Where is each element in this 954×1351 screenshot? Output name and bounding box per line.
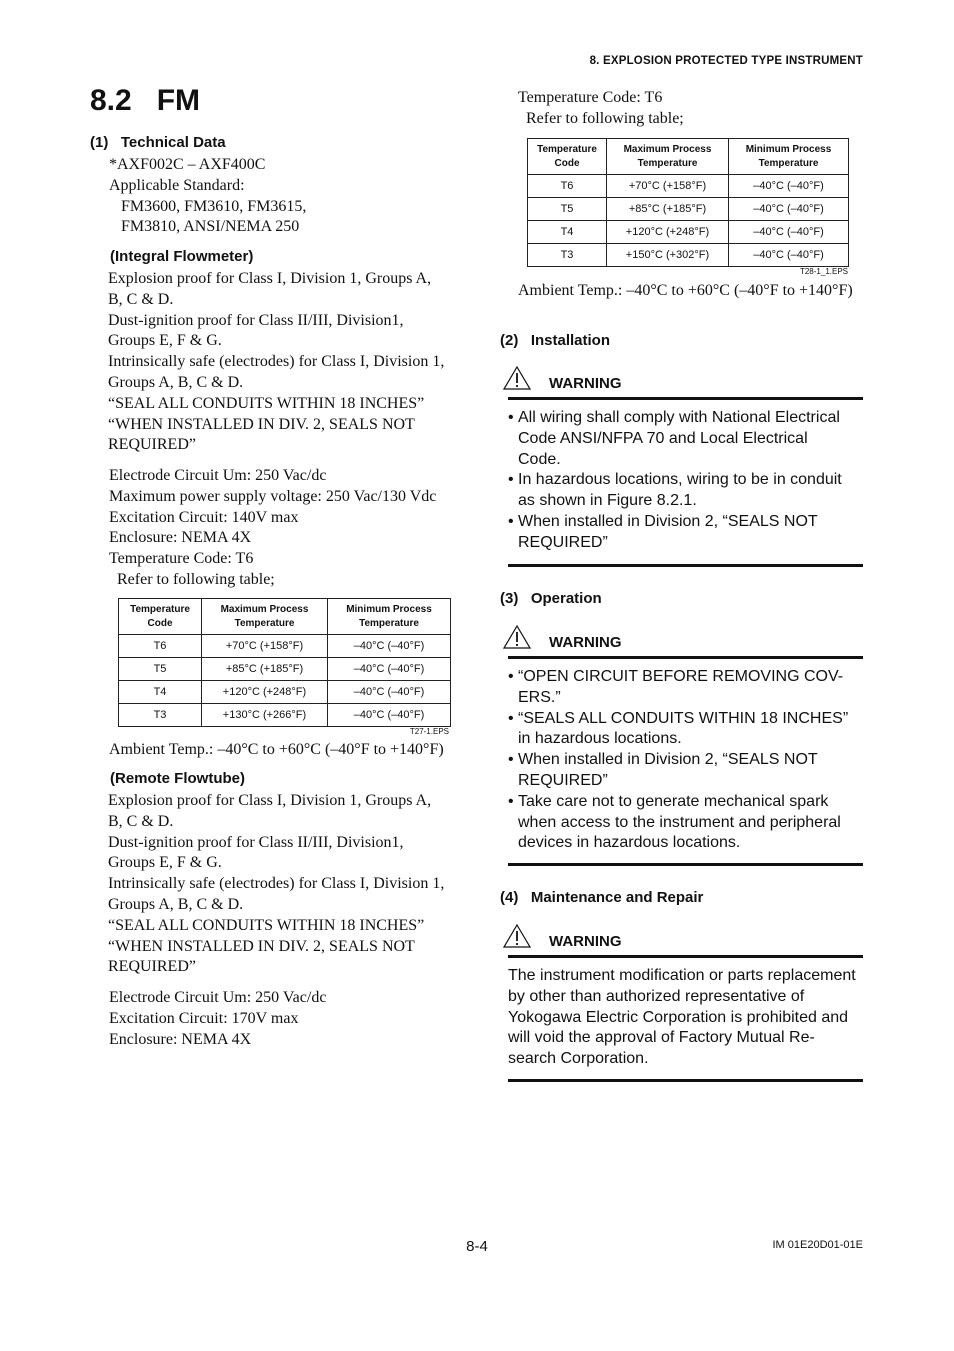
table-cell: +85°C (+185°F) <box>202 658 328 681</box>
text-line: Explosion proof for Class I, Division 1, Groups A, <box>108 792 432 809</box>
table-header: Maximum Process Temperature <box>202 599 328 635</box>
warning-triangle-icon <box>503 366 531 390</box>
text-line: “OPEN CIRCUIT BEFORE REMOVING COV- <box>518 668 844 685</box>
table-cell: –40°C (–40°F) <box>328 635 451 658</box>
table-cell: –40°C (–40°F) <box>729 198 849 221</box>
installation-heading: (2) Installation <box>500 332 611 349</box>
table-cell: +85°C (+185°F) <box>607 198 729 221</box>
text-line: Yokogawa Electric Corporation is prohibited and <box>508 1008 849 1026</box>
integral-flowmeter-specs <box>109 466 436 591</box>
text-line: Dust-ignition proof for Class II/III, Division1, <box>108 833 404 851</box>
text-line: Intrinsically safe (electrodes) for Class I, Division 1, <box>108 353 445 371</box>
table-row <box>119 635 451 658</box>
table-cell: T6 <box>528 175 607 198</box>
warning-rule-top <box>508 397 863 400</box>
section-title: 8.2 FM <box>90 84 201 117</box>
text-line: ERS.” <box>518 688 561 706</box>
text-line: Code ANSI/NFPA 70 and Local Electrical <box>518 429 808 447</box>
text-line: FM3600, FM3610, FM3615, <box>109 197 307 215</box>
list-item: • “SEALS ALL CONDUITS WITHIN 18 INCHES” in hazardous locations. <box>508 709 863 751</box>
remote-temperature-code <box>518 88 684 130</box>
table-cell: T5 <box>119 658 202 681</box>
warning-triangle-icon <box>503 625 531 649</box>
running-header: 8. EXPLOSION PROTECTED TYPE INSTRUMENT <box>589 55 863 67</box>
remote-temperature-table <box>527 138 849 267</box>
text-line: When installed in Division 2, “SEALS NOT <box>518 751 818 769</box>
maintenance-warning-title: WARNING <box>549 933 622 950</box>
text-line: Enclosure: NEMA 4X <box>109 529 252 547</box>
maintenance-warning-text <box>508 966 868 1070</box>
text-line: Temperature Code: T6 <box>518 89 663 106</box>
text-line: The instrument modification or parts replacement <box>508 967 856 984</box>
table-cell: –40°C (–40°F) <box>328 658 451 681</box>
text-line: Enclosure: NEMA 4X <box>109 1030 252 1048</box>
integral-flowmeter-text <box>108 269 444 456</box>
table-cell: T6 <box>119 635 202 658</box>
table-row <box>119 658 451 681</box>
remote-flowtube-text <box>108 791 444 978</box>
text-line: Temperature Code: T6 <box>109 550 254 568</box>
warning-rule-bottom <box>508 564 863 567</box>
table-header: Temperature Code <box>528 139 607 175</box>
table-cell: T4 <box>528 221 607 244</box>
text-line: “WHEN INSTALLED IN DIV. 2, SEALS NOT <box>108 415 415 433</box>
table-eps-label: T27-1.EPS <box>409 727 449 736</box>
table-header: Maximum Process Temperature <box>607 139 729 175</box>
text-line: “SEALS ALL CONDUITS WITHIN 18 INCHES” <box>518 709 849 727</box>
text-line: devices in hazardous locations. <box>518 834 741 852</box>
installation-warning-list <box>508 408 863 554</box>
text-line: Refer to following table; <box>109 570 275 588</box>
text-line: as shown in Figure 8.2.1. <box>518 492 697 510</box>
text-line: Groups A, B, C & D. <box>108 895 244 913</box>
table-row <box>119 681 451 704</box>
list-item: • When installed in Division 2, “SEALS NOT REQUIRED” <box>508 512 863 554</box>
table-cell: –40°C (–40°F) <box>328 704 451 727</box>
document-number: IM 01E20D01-01E <box>772 1239 863 1251</box>
table-cell: –40°C (–40°F) <box>729 221 849 244</box>
operation-warning-title: WARNING <box>549 634 622 651</box>
table-row <box>528 244 849 267</box>
maintenance-heading: (4) Maintenance and Repair <box>500 889 704 906</box>
text-line: Electrode Circuit Um: 250 Vac/dc <box>109 467 327 484</box>
table-cell: T5 <box>528 198 607 221</box>
text-line: Excitation Circuit: 170V max <box>109 1009 299 1027</box>
integral-ambient-temp: Ambient Temp.: –40°C to +60°C (–40°F to +140°F) <box>109 741 444 758</box>
text-line: REQUIRED” <box>108 958 196 976</box>
text-line: Take care not to generate mechanical spark <box>518 792 829 810</box>
text-line: Intrinsically safe (electrodes) for Class I, Division 1, <box>108 875 445 893</box>
table-row <box>528 198 849 221</box>
table-cell: T4 <box>119 681 202 704</box>
table-cell: +70°C (+158°F) <box>202 635 328 658</box>
technical-data-heading: (1) Technical Data <box>90 134 226 151</box>
text-line: Groups A, B, C & D. <box>108 373 244 391</box>
text-line: Dust-ignition proof for Class II/III, Division1, <box>108 311 404 329</box>
list-item: • “OPEN CIRCUIT BEFORE REMOVING COV- ERS.” <box>508 667 863 709</box>
text-line: B, C & D. <box>108 290 174 308</box>
warning-rule-bottom <box>508 1079 863 1082</box>
text-line: Excitation Circuit: 140V max <box>109 508 299 526</box>
list-item: • Take care not to generate mechanical spark when access to the instrument and peripheral devices in hazardous locations. <box>508 792 863 854</box>
text-line: REQUIRED” <box>108 436 196 454</box>
text-line: Groups E, F & G. <box>108 332 222 350</box>
table-header: Temperature Code <box>119 599 202 635</box>
text-line: *AXF002C – AXF400C <box>109 156 266 173</box>
operation-warning-list <box>508 667 863 854</box>
table-cell: –40°C (–40°F) <box>729 175 849 198</box>
warning-rule-top <box>508 955 863 958</box>
installation-warning-title: WARNING <box>549 375 622 392</box>
table-cell: +120°C (+248°F) <box>202 681 328 704</box>
table-header: Minimum Process Temperature <box>729 139 849 175</box>
integral-flowmeter-heading: (Integral Flowmeter) <box>110 248 254 265</box>
table-cell: +130°C (+266°F) <box>202 704 328 727</box>
list-item: • When installed in Division 2, “SEALS NOT REQUIRED” <box>508 750 863 792</box>
warning-rule-bottom <box>508 863 863 866</box>
technical-data-text <box>109 155 306 238</box>
text-line: In hazardous locations, wiring to be in conduit <box>518 471 842 489</box>
text-line: FM3810, ANSI/NEMA 250 <box>109 218 300 236</box>
text-line: when access to the instrument and peripheral <box>518 813 841 831</box>
table-cell: T3 <box>528 244 607 267</box>
table-row <box>119 704 451 727</box>
table-eps-label: T28-1_1.EPS <box>799 267 848 276</box>
table-cell: +150°C (+302°F) <box>607 244 729 267</box>
text-line: REQUIRED” <box>518 771 608 789</box>
table-cell: +70°C (+158°F) <box>607 175 729 198</box>
table-row <box>528 175 849 198</box>
text-line: “SEAL ALL CONDUITS WITHIN 18 INCHES” <box>108 916 425 934</box>
warning-rule-top <box>508 656 863 659</box>
text-line: in hazardous locations. <box>518 730 682 748</box>
remote-ambient-temp: Ambient Temp.: –40°C to +60°C (–40°F to +140°F) <box>518 282 853 299</box>
text-line: Code. <box>518 450 561 468</box>
remote-flowtube-heading: (Remote Flowtube) <box>110 770 245 787</box>
table-cell: –40°C (–40°F) <box>729 244 849 267</box>
warning-triangle-icon <box>503 924 531 948</box>
table-cell: –40°C (–40°F) <box>328 681 451 704</box>
text-line: REQUIRED” <box>518 533 608 551</box>
operation-heading: (3) Operation <box>500 590 602 607</box>
table-header: Minimum Process Temperature <box>328 599 451 635</box>
table-cell: +120°C (+248°F) <box>607 221 729 244</box>
list-item: • All wiring shall comply with National Electrical Code ANSI/NFPA 70 and Local Electrical Code. <box>508 408 863 470</box>
text-line: “SEAL ALL CONDUITS WITHIN 18 INCHES” <box>108 394 425 412</box>
table-row <box>528 221 849 244</box>
text-line: Electrode Circuit Um: 250 Vac/dc <box>109 989 327 1006</box>
text-line: Applicable Standard: <box>109 176 245 194</box>
list-item: • In hazardous locations, wiring to be in conduit as shown in Figure 8.2.1. <box>508 470 863 512</box>
text-line: will void the approval of Factory Mutual Re- <box>508 1029 815 1047</box>
integral-temperature-table <box>118 598 451 727</box>
text-line: Maximum power supply voltage: 250 Vac/130 Vdc <box>109 487 437 505</box>
page-number: 8-4 <box>466 1238 488 1255</box>
text-line: search Corporation. <box>508 1050 649 1068</box>
text-line: Refer to following table; <box>518 109 684 127</box>
text-line: “WHEN INSTALLED IN DIV. 2, SEALS NOT <box>108 937 415 955</box>
text-line: by other than authorized representative of <box>508 987 805 1005</box>
table-cell: T3 <box>119 704 202 727</box>
text-line: Groups E, F & G. <box>108 854 222 872</box>
remote-flowtube-specs <box>109 988 326 1050</box>
text-line: When installed in Division 2, “SEALS NOT <box>518 512 818 530</box>
text-line: Explosion proof for Class I, Division 1, Groups A, <box>108 270 432 287</box>
text-line: B, C & D. <box>108 812 174 830</box>
text-line: All wiring shall comply with National Electrical <box>518 409 840 426</box>
